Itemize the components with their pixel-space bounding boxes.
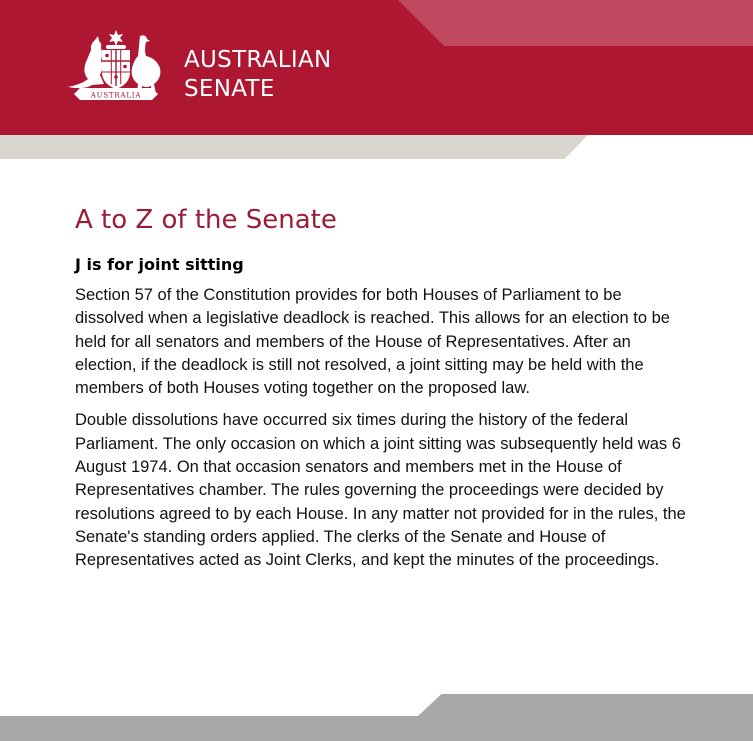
paragraph-2: Double dissolutions have occurred six times during the history of the federal Parliament. The only occasion on which a joint sitting was subsequently held was 6 August 1974. On that occasion senators and members met in the House of Representatives chamber. The rules governing the proceedings were decided by resolutions agreed to by each House. In any matter not provided for in the rules, the Senate's standing orders applied. The clerks of the Senate and House of Representatives acted as Joint Clerks, and kept the minutes of the proceedings.	[75, 411, 686, 570]
main-content	[75, 198, 695, 573]
header-banner	[0, 0, 753, 135]
header-accent-stripe	[398, 0, 753, 46]
coat-of-arms-icon	[62, 28, 170, 104]
crest-ribbon-text: AUSTRALIA	[90, 91, 142, 100]
footer-accent-band	[418, 694, 753, 716]
brand-line-australian: AUSTRALIAN	[184, 47, 332, 73]
section-heading: J is for joint sitting	[75, 255, 244, 274]
footer-band	[0, 716, 753, 741]
header-grey-band	[0, 135, 588, 159]
page-title: A to Z of the Senate	[75, 205, 337, 235]
paragraph-1: Section 57 of the Constitution provides for both Houses of Parliament to be dissolved when a legislative deadlock is reached. This allows for an election to be held for all senators and members of the House of Representatives. After an election, if the deadlock is still not resolved, a joint sitting may be held with the members of both Houses voting together on the proposed law.	[75, 286, 670, 398]
brand-line-senate: SENATE	[184, 76, 275, 102]
brand-wordmark	[184, 46, 332, 104]
